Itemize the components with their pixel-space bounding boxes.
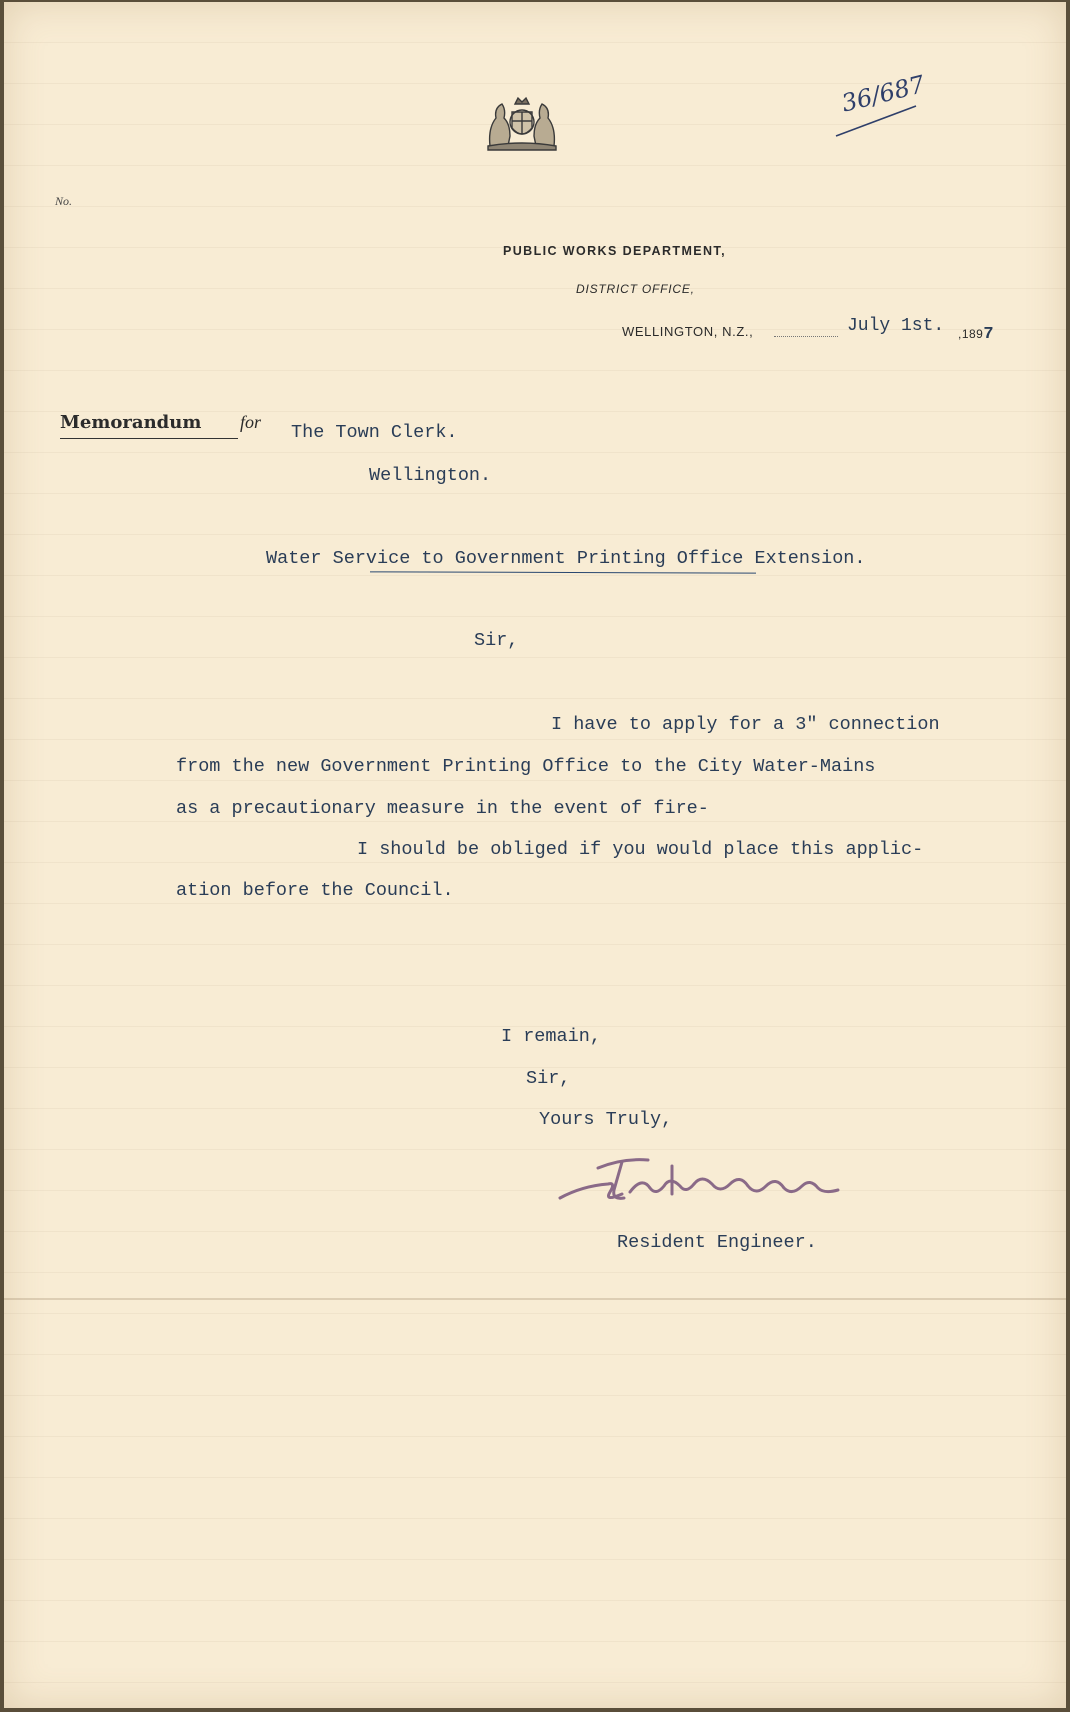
reference-number: 36/687 [838, 70, 928, 118]
fold-line [4, 1298, 1066, 1300]
memorandum-for: for [240, 412, 262, 432]
body-line: as a precautionary measure in the event of fire- [176, 798, 709, 819]
department-heading: PUBLIC WORKS DEPARTMENT, [503, 244, 726, 258]
location-label: WELLINGTON, N.Z., [622, 324, 754, 339]
salutation: Sir, [474, 630, 519, 651]
year-typed: 7 [983, 325, 995, 344]
body-line: I have to apply for a 3" connection [551, 714, 940, 735]
closing-line: Yours Truly, [539, 1109, 673, 1130]
closing-line: I remain, [501, 1026, 601, 1047]
reference-annotation [832, 50, 932, 146]
handwritten-signature [552, 1146, 862, 1210]
letter-date: July 1st. [847, 316, 945, 336]
memorandum-label: Memorandum [60, 412, 202, 433]
signatory-title: Resident Engineer. [617, 1232, 817, 1253]
subject-line: Water Service to Government Printing Office Extension. [266, 548, 866, 569]
body-line: ation before the Council. [176, 880, 454, 901]
office-heading: DISTRICT OFFICE, [576, 282, 695, 296]
memorandum-page [4, 2, 1066, 1708]
coat-of-arms-icon [482, 88, 562, 152]
body-line: from the new Government Printing Office to the City Water-Mains [176, 756, 876, 777]
year [958, 325, 994, 344]
body-line: I should be obliged if you would place this applic- [357, 839, 924, 860]
year-printed: ,189 [958, 327, 984, 341]
closing-line: Sir, [526, 1068, 571, 1089]
addressee-city: Wellington. [369, 465, 492, 486]
date-dotted-line [774, 336, 838, 337]
addressee: The Town Clerk. [291, 422, 458, 443]
number-label: No. [55, 194, 73, 208]
memorandum-underline [60, 438, 238, 439]
subject-underline [370, 571, 756, 573]
